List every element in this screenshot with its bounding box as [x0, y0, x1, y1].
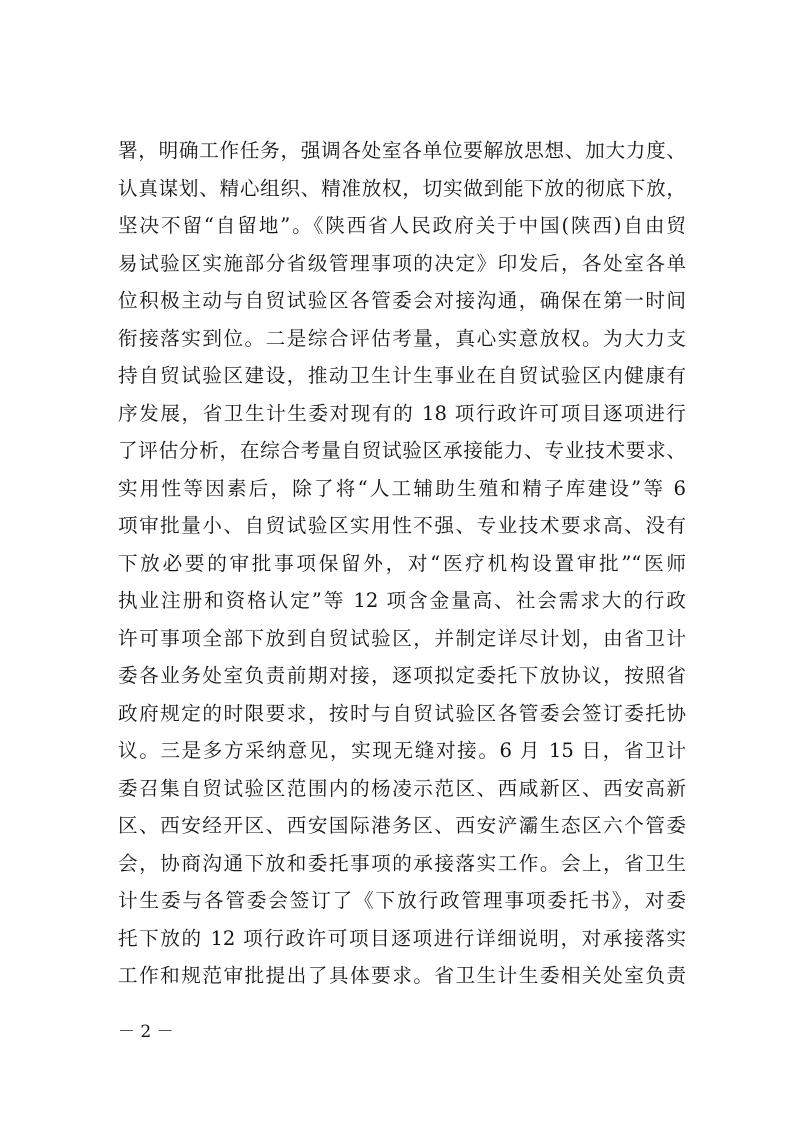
text-line: 许可事项全部下放到自贸试验区，并制定详尽计划，由省卫计 — [118, 626, 686, 650]
text-line: 议。三是多方采纳意见，实现无缝对接。6 月 15 日，省卫计 — [118, 739, 686, 762]
text-line: 衔接落实到位。二是综合评估考量，真心实意放权。为大力支 — [118, 326, 686, 350]
text-line: 托下放的 12 项行政许可项目逐项进行详细说明，对承接落实 — [118, 926, 686, 950]
text-line: 认真谋划、精心组织、精准放权，切实做到能下放的彻底下放， — [118, 176, 686, 200]
text-line: 执业注册和资格认定”等 12 项含金量高、社会需求大的行政 — [118, 589, 686, 612]
text-line: 区、西安经开区、西安国际港务区、西安浐灞生态区六个管委 — [118, 814, 686, 837]
text-line: 委各业务处室负责前期对接，逐项拟定委托下放协议，按照省 — [118, 664, 686, 687]
text-line: 易试验区实施部分省级管理事项的决定》印发后，各处室各单 — [118, 251, 686, 275]
text-line: 坚决不留“自留地”。《陕西省人民政府关于中国(陕西)自由贸 — [118, 214, 686, 237]
text-line: 下放必要的审批事项保留外，对“医疗机构设置审批”“医师 — [118, 551, 686, 575]
text-line: 了评估分析，在综合考量自贸试验区承接能力、专业技术要求、 — [118, 439, 686, 462]
text-line: 持自贸试验区建设，推动卫生计生事业在自贸试验区内健康有 — [118, 364, 686, 387]
page-number: － 2 － — [118, 1022, 174, 1042]
text-line: 署，明确工作任务，强调各处室各单位要解放思想、加大力度、 — [118, 139, 686, 162]
text-line: 实用性等因素后，除了将“人工辅助生殖和精子库建设”等 6 — [118, 476, 686, 500]
text-line: 位积极主动与自贸试验区各管委会对接沟通，确保在第一时间 — [118, 289, 686, 312]
text-line: 委召集自贸试验区范围内的杨凌示范区、西咸新区、西安高新 — [118, 776, 686, 800]
text-line: 项审批量小、自贸试验区实用性不强、专业技术要求高、没有 — [118, 514, 686, 537]
text-line: 工作和规范审批提出了具体要求。省卫生计生委相关处室负责 — [118, 964, 686, 987]
text-line: 政府规定的时限要求，按时与自贸试验区各管委会签订委托协 — [118, 701, 686, 725]
text-line: 会，协商沟通下放和委托事项的承接落实工作。会上，省卫生 — [118, 851, 686, 875]
document-body — [118, 132, 686, 995]
text-line: 序发展，省卫生计生委对现有的 18 项行政许可项目逐项进行 — [118, 401, 686, 425]
text-line: 计生委与各管委会签订了《下放行政管理事项委托书》，对委 — [118, 889, 686, 912]
